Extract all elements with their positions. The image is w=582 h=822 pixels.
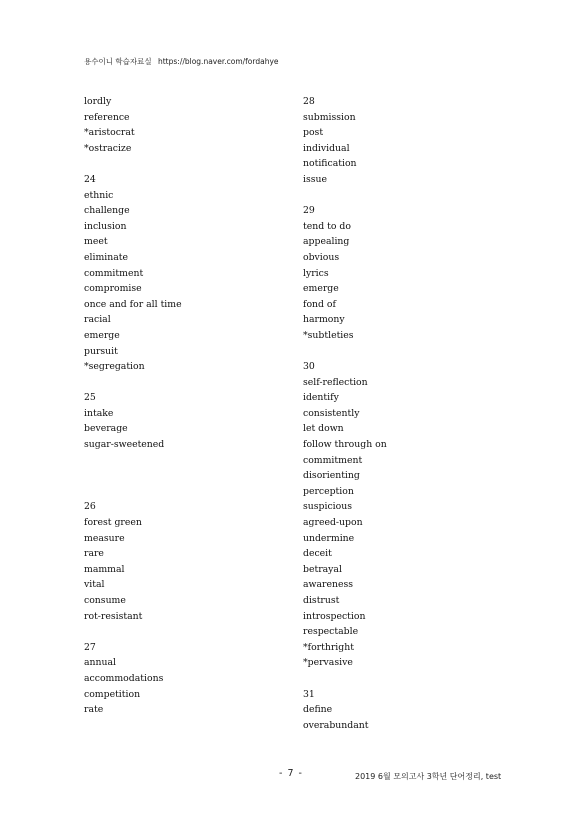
vocab-word: submission xyxy=(303,111,356,123)
vocab-word: sugar-sweetened xyxy=(84,439,165,451)
vocab-word: meet xyxy=(84,236,108,248)
vocab-word: tend to do xyxy=(303,220,351,232)
vocab-word: respectable xyxy=(303,626,359,638)
vocab-word: mammal xyxy=(84,563,125,575)
question-number: 30 xyxy=(303,361,315,373)
vocab-word: vital xyxy=(84,579,105,591)
vocab-word: measure xyxy=(84,532,125,544)
vocab-word: overabundant xyxy=(303,719,369,731)
vocab-word: *pervasive xyxy=(303,657,353,669)
vocab-word: intake xyxy=(84,407,114,419)
spacer xyxy=(84,484,182,500)
vocab-word: suspicious xyxy=(303,501,352,513)
vocab-word: consume xyxy=(84,595,126,606)
vocab-word: appealing xyxy=(303,236,350,248)
vocab-word: *forthright xyxy=(303,641,354,653)
vocab-word: harmony xyxy=(303,314,345,326)
vocab-word: commitment xyxy=(303,454,363,466)
vocab-word: *aristocrat xyxy=(84,127,135,139)
vocab-word: define xyxy=(303,704,333,716)
question-number: 24 xyxy=(84,173,96,185)
spacer xyxy=(84,468,182,484)
vocab-word: compromise xyxy=(84,283,142,295)
vocab-word: consistently xyxy=(303,407,360,419)
vocab-word: self-reflection xyxy=(303,376,368,388)
vocab-word: accommodations xyxy=(84,672,164,684)
vocab-word: reference xyxy=(84,111,130,123)
vocab-word: follow through on xyxy=(303,439,387,451)
vocab-word: obvious xyxy=(303,251,340,263)
vocab-word: *segregation xyxy=(84,361,145,373)
vocab-word: beverage xyxy=(84,423,128,435)
spacer xyxy=(84,156,182,172)
vocab-word: undermine xyxy=(303,532,355,544)
vocab-word: deceit xyxy=(303,548,332,560)
spacer xyxy=(84,375,182,391)
vocab-word: *subtleties xyxy=(303,329,354,341)
vocab-word: betrayal xyxy=(303,563,342,575)
vocab-word: lyrics xyxy=(303,267,329,279)
spacer xyxy=(303,671,387,687)
vocab-word: forest green xyxy=(84,517,142,529)
header-url[interactable]: https://blog.naver.com/fordahye xyxy=(157,57,279,66)
question-number: 28 xyxy=(303,96,315,107)
question-number: 25 xyxy=(84,392,96,404)
vocab-word: fond of xyxy=(303,298,336,310)
spacer xyxy=(303,188,387,204)
vocab-word: post xyxy=(303,127,324,139)
right-word-column xyxy=(303,94,387,733)
vocab-word: ethnic xyxy=(84,189,114,201)
left-word-column xyxy=(84,94,182,718)
question-number: 27 xyxy=(84,641,96,653)
vocab-word: distrust xyxy=(303,595,340,606)
vocab-word: let down xyxy=(303,423,344,435)
vocab-word: emerge xyxy=(303,283,339,295)
question-number: 29 xyxy=(303,205,315,217)
vocab-word: competition xyxy=(84,688,141,700)
vocab-word: awareness xyxy=(303,579,354,591)
spacer xyxy=(84,453,182,469)
vocab-word: rot-resistant xyxy=(84,610,143,622)
question-number: 31 xyxy=(303,688,315,700)
vocab-word: racial xyxy=(84,314,111,326)
spacer xyxy=(303,344,387,360)
vocab-word: issue xyxy=(303,173,328,185)
page-number: - 7 - xyxy=(279,768,303,779)
question-number: 26 xyxy=(84,501,96,513)
vocab-word: rate xyxy=(84,704,104,716)
vocab-word: annual xyxy=(84,657,117,669)
vocab-word: rare xyxy=(84,548,104,560)
page-header xyxy=(84,56,279,67)
footer-info: 2019 6월 모의고사 3학년 단어정리, test xyxy=(355,772,502,781)
spacer xyxy=(84,624,182,640)
vocab-word: agreed-upon xyxy=(303,517,363,529)
vocab-word: once and for all time xyxy=(84,298,182,310)
header-author: 용수이니 학습자료실 xyxy=(84,57,152,66)
vocab-word: identify xyxy=(303,392,339,404)
vocab-word: notification xyxy=(303,158,357,170)
vocab-word: pursuit xyxy=(84,345,118,357)
vocab-word: introspection xyxy=(303,610,366,622)
vocab-word: inclusion xyxy=(84,220,127,232)
vocab-word: individual xyxy=(303,142,350,154)
vocab-word: *ostracize xyxy=(84,142,132,154)
vocab-word: commitment xyxy=(84,267,144,279)
vocab-word: emerge xyxy=(84,329,120,341)
vocab-word: eliminate xyxy=(84,251,129,263)
vocab-word: lordly xyxy=(84,96,112,107)
vocab-word: disorienting xyxy=(303,470,360,482)
vocab-word: perception xyxy=(303,485,354,497)
vocab-word: challenge xyxy=(84,205,130,217)
